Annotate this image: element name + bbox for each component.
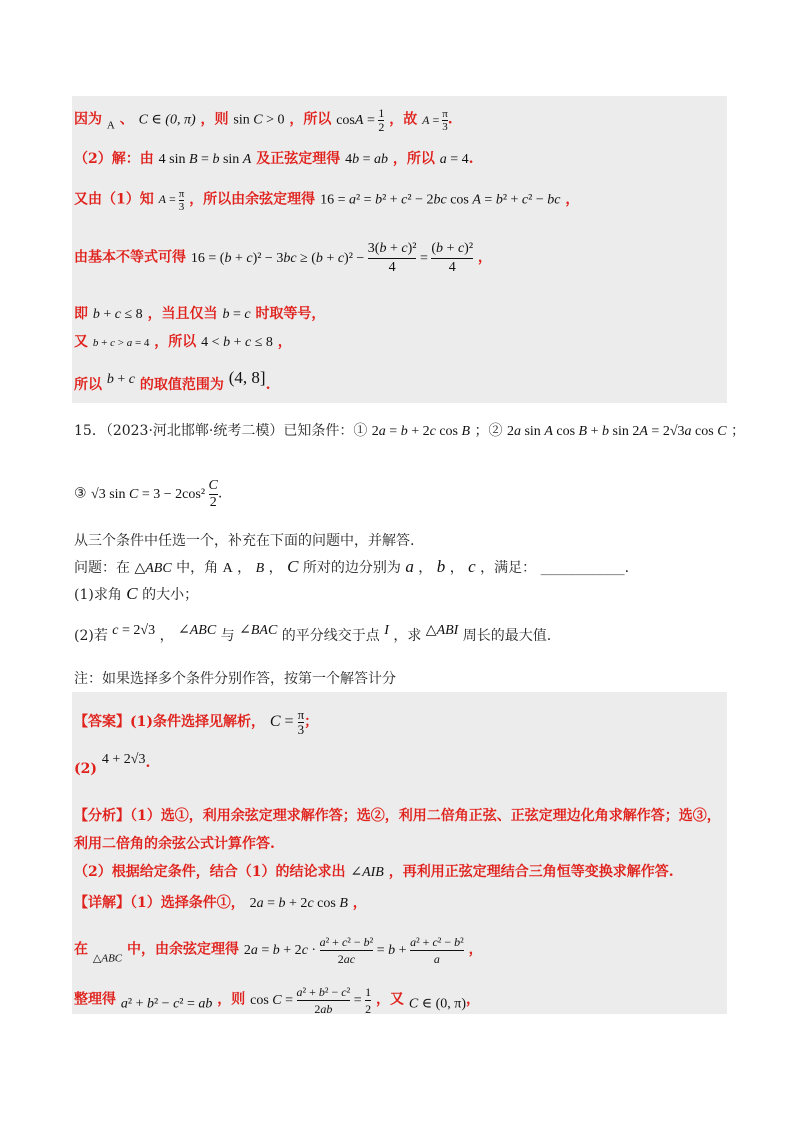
question-15-line	[74, 557, 629, 577]
detail-line	[74, 934, 483, 967]
text: ，	[352, 895, 367, 911]
math: C ∈ (0, π)	[138, 112, 196, 128]
text: ，则	[217, 991, 246, 1008]
text: ，	[268, 560, 283, 576]
math: △ABC	[92, 952, 123, 965]
text: 在	[74, 941, 88, 958]
math: (4, 8]	[228, 368, 266, 387]
text: 问题：在	[74, 560, 130, 576]
math: C	[126, 584, 138, 603]
math: a	[405, 557, 414, 576]
text: ，满足：	[480, 560, 537, 576]
math: b + c > a = 4	[92, 337, 150, 349]
math: 16 = a² = b² + c² − 2bc cos A = b² + c² − bc	[320, 192, 561, 208]
text: ，	[565, 191, 580, 208]
math: 4 < b + c ≤ 8	[201, 335, 273, 350]
text: 又	[74, 334, 88, 350]
text: ，所以	[154, 334, 197, 350]
math: C = $\frac{\pi}{3}$	[269, 707, 305, 737]
text: （2）解：由	[74, 151, 154, 167]
text: 时取等号，	[255, 306, 326, 322]
text: 整理得	[74, 991, 116, 1008]
math: 2a = b + 2c cos B	[249, 896, 348, 911]
text: 所对的边分别为	[302, 560, 401, 576]
text: 的平分线交于点	[281, 628, 380, 644]
solution-line	[74, 148, 474, 168]
math: √3 sin C = 3 − 2cos² $\frac{C}{2}$	[91, 478, 218, 510]
math: b = c	[222, 307, 251, 322]
text: (1)求角	[74, 587, 122, 603]
math: cos C = $\frac{\text{a² + b² − c²}}{2ab}$ = $\frac{1}{2}$	[250, 985, 372, 1016]
text: ，	[237, 560, 252, 576]
text: ，又	[376, 991, 405, 1008]
math: 4 + 2√3	[101, 752, 146, 767]
text: （2）根据给定条件，结合（1）的结论求出	[74, 864, 346, 880]
text: ③	[74, 485, 87, 502]
text: ，	[477, 249, 492, 266]
text: 【详解】（1）选择条件①，	[74, 895, 245, 911]
text: .	[265, 377, 271, 393]
math: C	[287, 557, 299, 576]
math: A	[106, 119, 115, 132]
math: B	[255, 561, 265, 576]
text: .	[217, 485, 223, 502]
text: ，	[418, 560, 433, 576]
math: 2a = b + 2c cos B	[371, 424, 471, 439]
text: ，	[466, 991, 480, 1008]
analysis-line	[74, 861, 674, 881]
math: C ∈ (0, π)	[408, 996, 466, 1012]
math: △ABI	[425, 623, 459, 638]
math: 4b = ab	[345, 152, 388, 167]
math: 4 sin B = b sin A	[158, 152, 252, 167]
math: ∠AIB	[350, 865, 384, 880]
analysis-line: 利用二倍角的余弦公式计算作答.	[74, 836, 275, 852]
text: ，	[449, 560, 464, 576]
math: A = $\frac{\pi}{3}$	[422, 108, 448, 134]
math: I	[384, 623, 389, 638]
math: 2a sin A cos B + b sin 2A = 2√3a cos C	[506, 424, 727, 439]
text: ；	[304, 714, 319, 731]
text: .	[447, 111, 453, 128]
solution-line	[74, 188, 579, 213]
text: ，所以由余弦定理得	[189, 191, 316, 208]
text: 的取值范围为	[139, 377, 224, 393]
text: (2)	[74, 761, 97, 777]
math: ∠ABC	[178, 623, 217, 638]
text: ，所以	[392, 151, 435, 167]
text: ，	[159, 628, 174, 644]
text: .	[624, 560, 630, 576]
text: .	[468, 151, 474, 167]
text: 的大小；	[142, 587, 199, 603]
text: ，再利用正弦定理结合三角恒等变换求解作答.	[388, 864, 674, 880]
text: ，故	[389, 111, 418, 128]
math: a = 4	[439, 152, 469, 167]
text: (2)若	[74, 628, 108, 644]
detail-line	[74, 984, 480, 1017]
question-15-line: 从三个条件中任选一个，补充在下面的问题中，并解答.	[74, 533, 415, 549]
math: b	[436, 557, 446, 576]
question-15-line	[74, 420, 745, 440]
math: cosA = $\frac{1}{2}$	[336, 106, 385, 134]
text: ，当且仅当	[147, 306, 218, 322]
math: a² + b² − c² = ab	[120, 996, 213, 1012]
solution-line	[74, 368, 270, 394]
math: c	[468, 557, 476, 576]
text: 与	[220, 628, 235, 644]
solution-line	[74, 107, 453, 134]
text: 由基本不等式可得	[74, 249, 186, 266]
text: 及正弦定理得	[256, 151, 341, 167]
math: b + c	[106, 372, 135, 387]
text: 因为	[74, 111, 102, 128]
text: 中，由余弦定理得	[127, 941, 239, 958]
math: ∠BAC	[239, 623, 278, 638]
solution-line	[74, 303, 325, 323]
text: ，所以	[289, 111, 332, 128]
text: ，求	[393, 628, 422, 644]
text: 所以	[74, 377, 102, 393]
text: 15．（2023·河北邯郸·统考二模）已知条件：①	[74, 423, 368, 439]
text: 中，角	[176, 560, 219, 576]
solution-line	[74, 240, 492, 277]
text: 周长的最大值.	[462, 628, 552, 644]
detail-line	[74, 892, 367, 912]
math: A = $\frac{\pi}{3}$	[158, 188, 185, 213]
text: 【答案】(1)条件选择见解析，	[74, 714, 265, 731]
text: ，	[277, 334, 292, 350]
question-15-note: 注：如果选择多个条件分别作答，按第一个解答计分	[74, 671, 396, 687]
math: A	[222, 561, 233, 576]
text: 又由（1）知	[74, 191, 154, 208]
text: ，	[468, 941, 483, 958]
text: ；	[730, 423, 745, 439]
answer-blank[interactable]: ____________	[540, 560, 625, 576]
math: c = 2√3	[112, 623, 156, 638]
text: 即	[74, 306, 88, 322]
answer-line	[74, 752, 150, 777]
question-15-line	[74, 622, 551, 645]
solution-line	[74, 331, 292, 351]
answer-line	[74, 708, 318, 737]
math: b + c ≤ 8	[92, 307, 143, 322]
text: .	[145, 755, 151, 771]
text: ；②	[474, 423, 503, 439]
text: 、	[119, 111, 134, 128]
question-15-line	[74, 478, 222, 511]
math: sin C > 0	[233, 112, 285, 128]
question-15-line	[74, 584, 198, 604]
math: △ABC	[134, 561, 172, 576]
math: 2a = b + 2c · $\frac{\text{a² + c² − b²}}{2ac}$ = b + $\frac{\text{a² + c² − b²}}{a}$	[243, 935, 464, 966]
math: 16 = (b + c)² − 3bc ≥ (b + c)² − $\frac{\text{3(b + c)²}}{4}$ = $\frac{\text{(b + c)²}}{4}$	[190, 241, 474, 275]
text: ，则	[200, 111, 229, 128]
analysis-line: 【分析】（1）选①，利用余弦定理求解作答；选②，利用二倍角正弦、正弦定理边化角求解作答；选③，	[74, 808, 721, 824]
